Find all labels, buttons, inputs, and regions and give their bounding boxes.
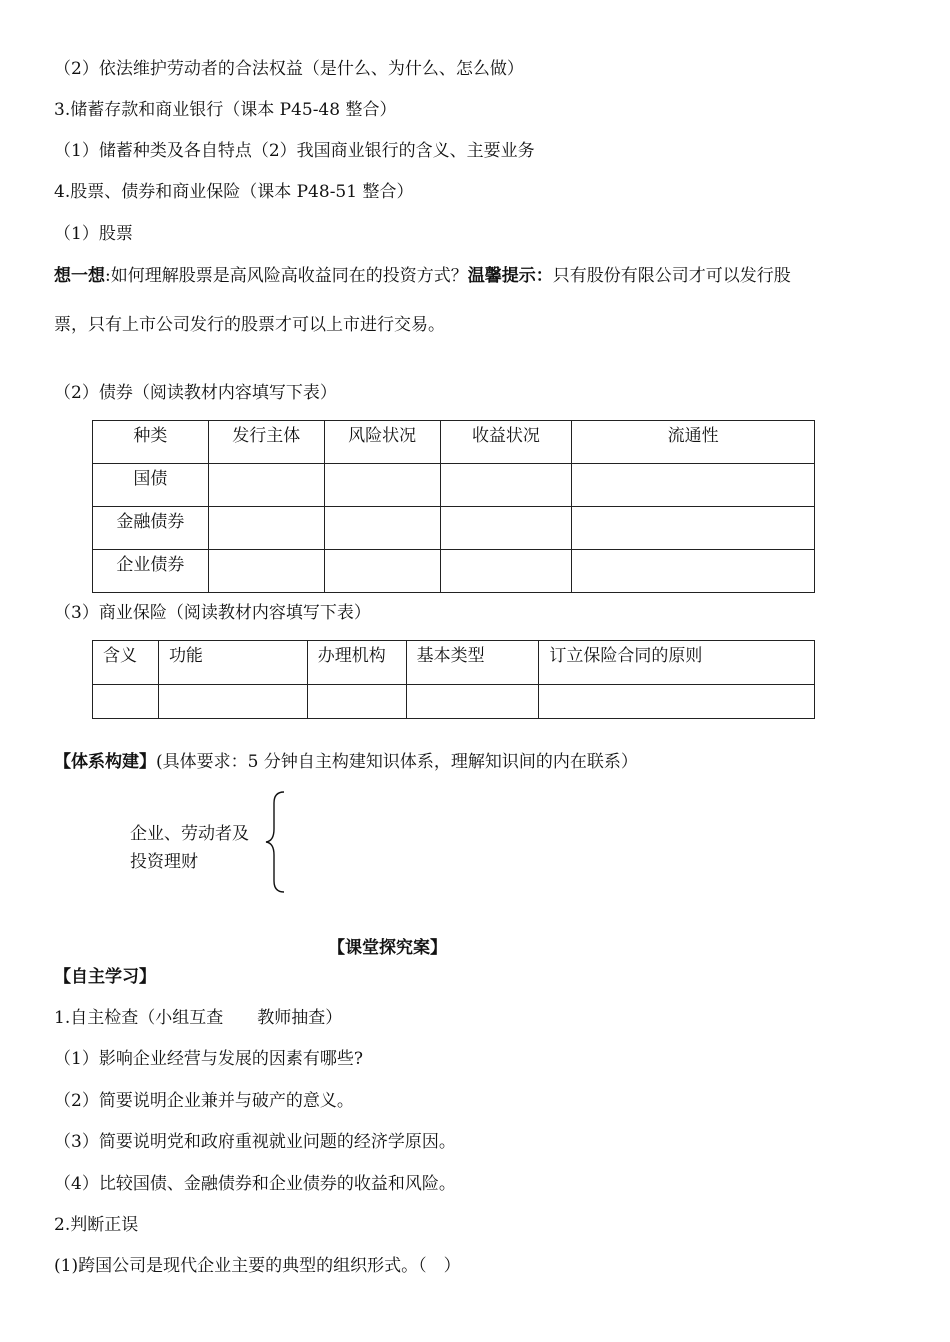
brace-text-line2: 投资理财 — [130, 852, 198, 872]
tip-label: 温馨提示： — [467, 266, 553, 286]
table-row — [93, 550, 815, 593]
table-cell[interactable] — [539, 685, 815, 719]
bonds-header-liquidity: 流通性 — [572, 421, 815, 464]
table-cell[interactable] — [208, 550, 324, 593]
think-paragraph — [54, 265, 791, 287]
table-cell[interactable] — [572, 507, 815, 550]
self-study-heading: 【自主学习】 — [54, 967, 156, 987]
table-cell[interactable] — [93, 685, 159, 719]
tip-text: 只有股份有限公司才可以发行股 — [552, 266, 791, 286]
system-build-line — [54, 751, 638, 773]
ins-header-agency: 办理机构 — [307, 641, 406, 685]
bonds-row-label: 金融债券 — [93, 507, 209, 550]
bonds-header-issuer: 发行主体 — [208, 421, 324, 464]
table-cell[interactable] — [440, 550, 572, 593]
question-item: （3）简要说明党和政府重视就业问题的经济学原因。 — [54, 1132, 456, 1152]
item-stocks: （1）股票 — [54, 224, 133, 244]
table-cell[interactable] — [406, 685, 539, 719]
table-cell[interactable] — [208, 464, 324, 507]
question-item: （4）比较国债、金融债券和企业债券的收益和风险。 — [54, 1174, 456, 1194]
brace-text-line1: 企业、劳动者及 — [130, 824, 249, 844]
table-row — [93, 464, 815, 507]
table-cell[interactable] — [440, 464, 572, 507]
ins-header-function: 功能 — [158, 641, 307, 685]
bonds-header-type: 种类 — [93, 421, 209, 464]
bonds-row-label: 国债 — [93, 464, 209, 507]
section-stocks-bonds-insurance: 4.股票、债券和商业保险（课本 P48-51 整合） — [54, 182, 414, 202]
self-check-heading: 1.自主检查（小组互查 教师抽查） — [54, 1008, 343, 1028]
table-row — [93, 685, 815, 719]
question-item: （1）影响企业经营与发展的因素有哪些? — [54, 1049, 363, 1069]
table-cell[interactable] — [440, 507, 572, 550]
think-question: :如何理解股票是高风险高收益同在的投资方式？ — [105, 266, 468, 286]
table-cell[interactable] — [572, 550, 815, 593]
question-item: （2）简要说明企业兼并与破产的意义。 — [54, 1091, 354, 1111]
tip-continuation: 票，只有上市公司发行的股票才可以上市进行交易。 — [54, 315, 445, 335]
system-build-requirement: (具体要求：5 分钟自主构建知识体系，理解知识间的内在联系） — [156, 752, 638, 772]
insurance-title: （3）商业保险（阅读教材内容填写下表） — [54, 603, 371, 623]
table-cell[interactable] — [158, 685, 307, 719]
ins-header-principles: 订立保险合同的原则 — [539, 641, 815, 685]
inquiry-title: 【课堂探究案】 — [328, 938, 447, 958]
bonds-table — [92, 420, 815, 593]
section-savings-banks: 3.储蓄存款和商业银行（课本 P45-48 整合） — [54, 100, 397, 120]
judge-item: (1)跨国公司是现代企业主要的典型的组织形式。（ ） — [54, 1256, 461, 1276]
ins-header-types: 基本类型 — [406, 641, 539, 685]
bonds-header-risk: 风险状况 — [324, 421, 440, 464]
judge-heading: 2.判断正误 — [54, 1215, 139, 1235]
insurance-table — [92, 640, 815, 719]
table-cell[interactable] — [208, 507, 324, 550]
table-row — [93, 641, 815, 685]
curly-brace-icon — [262, 789, 292, 895]
table-cell[interactable] — [572, 464, 815, 507]
item-savings-types: （1）储蓄种类及各自特点（2）我国商业银行的含义、主要业务 — [54, 141, 535, 161]
ins-header-meaning: 含义 — [93, 641, 159, 685]
table-cell[interactable] — [324, 507, 440, 550]
table-row — [93, 507, 815, 550]
table-cell[interactable] — [324, 464, 440, 507]
think-label: 想一想 — [54, 266, 105, 286]
item-labor-rights: （2）依法维护劳动者的合法权益（是什么、为什么、怎么做） — [54, 59, 524, 79]
system-build-label: 【体系构建】 — [54, 752, 156, 772]
table-row — [93, 421, 815, 464]
bonds-header-return: 收益状况 — [440, 421, 572, 464]
table-cell[interactable] — [307, 685, 406, 719]
bonds-row-label: 企业债券 — [93, 550, 209, 593]
bonds-title: （2）债券（阅读教材内容填写下表） — [54, 383, 337, 403]
table-cell[interactable] — [324, 550, 440, 593]
